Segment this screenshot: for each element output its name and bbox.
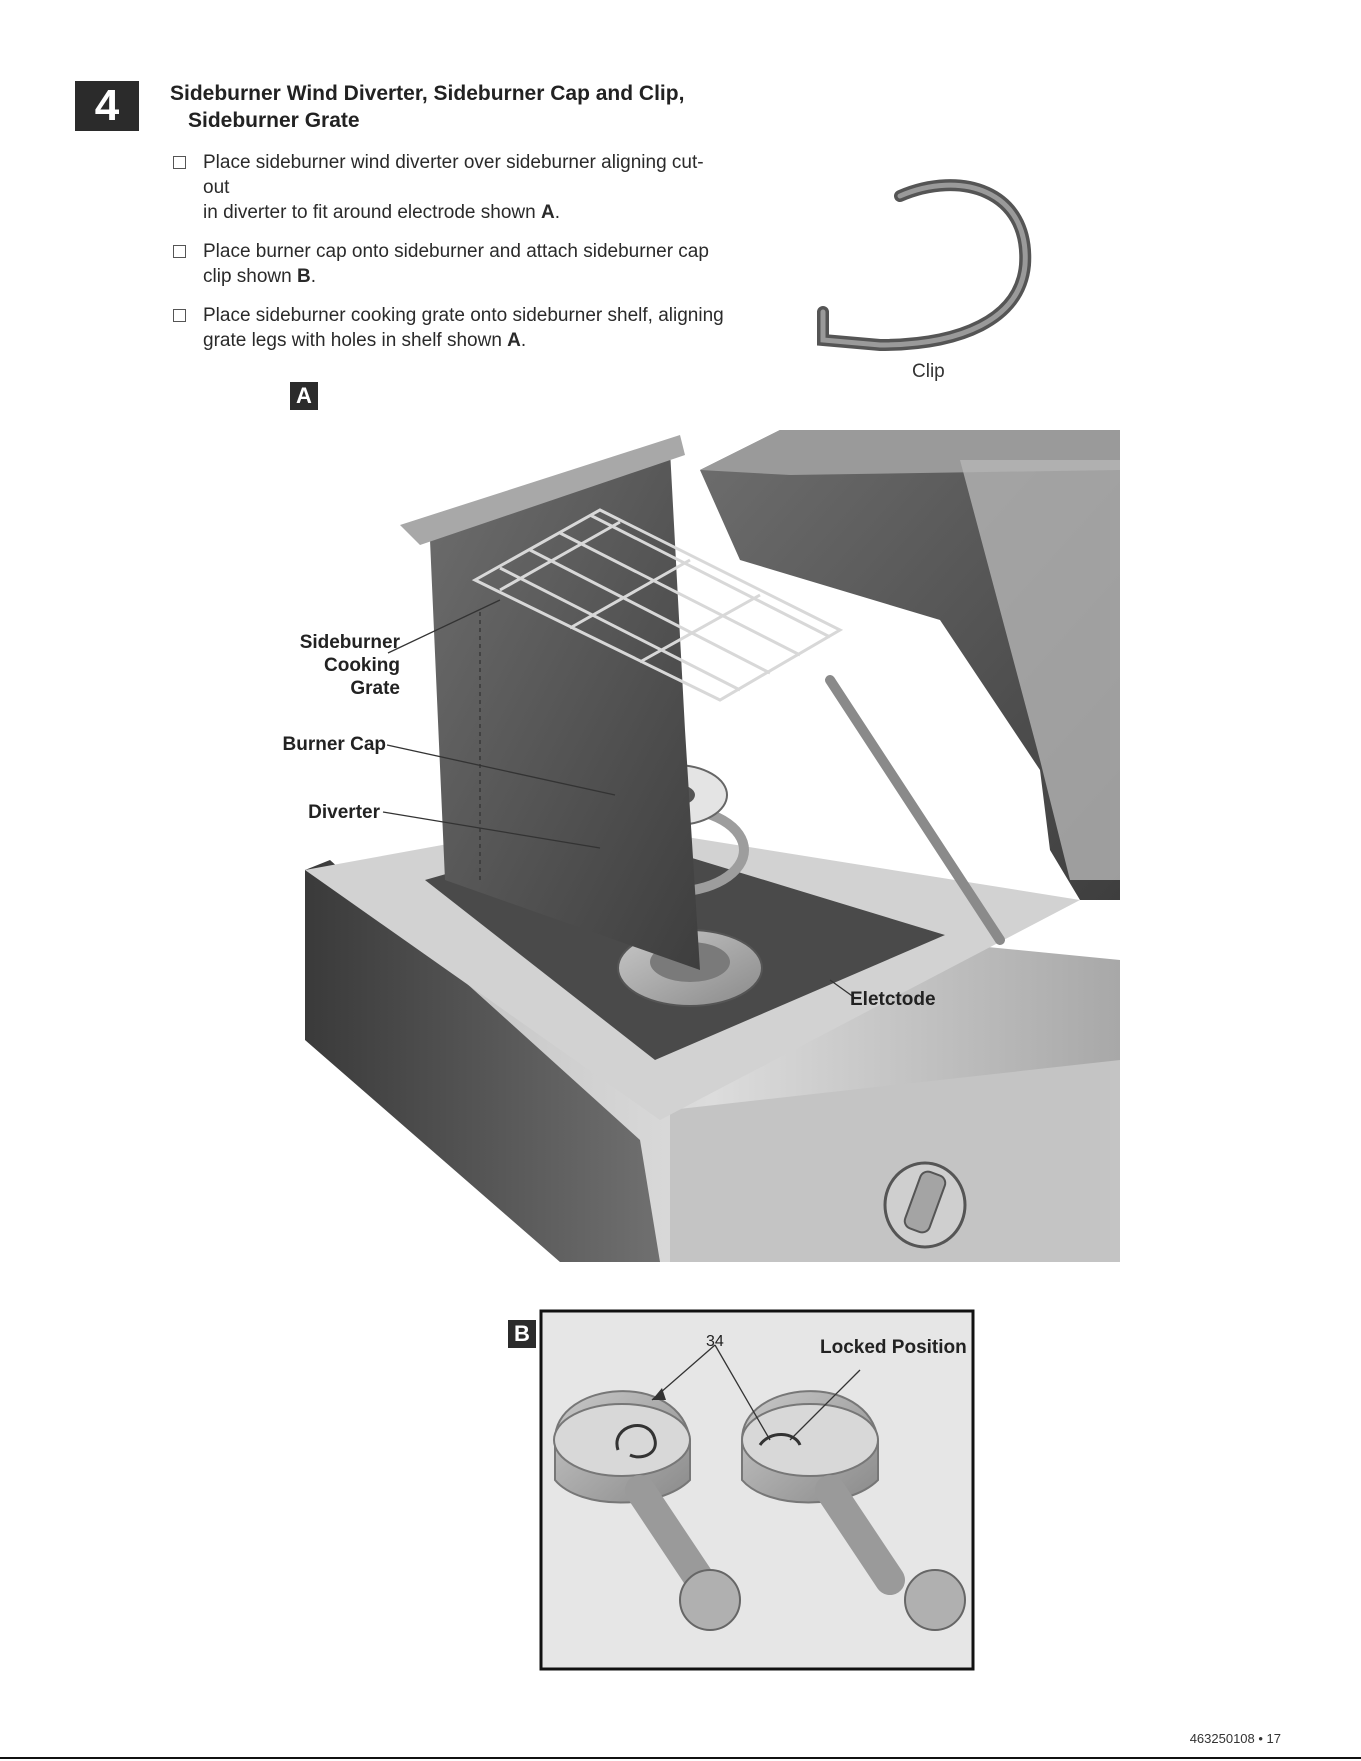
- page-reference: 463250108 • 17: [1189, 1731, 1281, 1746]
- figure-b-tag: B: [508, 1320, 536, 1348]
- locked-position-label: Locked Position: [820, 1337, 967, 1358]
- instruction-line2: in diverter to fit around electrode shown: [203, 202, 541, 223]
- instruction-line2: clip shown: [203, 266, 297, 287]
- figure-a-illustration: [305, 430, 1120, 1262]
- diverter-callout: Diverter: [308, 802, 380, 823]
- burner-cap-callout: Burner Cap: [282, 734, 386, 755]
- instruction-end: .: [554, 202, 560, 223]
- part-number-label: 34: [706, 1333, 724, 1350]
- figure-a-tag: A: [290, 382, 318, 410]
- electrode-callout: Eletctode: [850, 989, 936, 1010]
- clip-label: Clip: [912, 361, 945, 382]
- step-title-line1: Sideburner Wind Diverter, Sideburner Cap and Clip,: [170, 82, 685, 105]
- figure-ref: A: [540, 202, 555, 223]
- instruction-line1: Place sideburner wind diverter over sideburner aligning cut- out: [203, 152, 704, 198]
- instruction-line1: Place sideburner cooking grate onto sideburner shelf, aligning: [203, 305, 724, 326]
- step-title-line2: Sideburner Grate: [188, 109, 360, 132]
- grate-callout-line1: Sideburner: [299, 632, 400, 653]
- instruction-line2: grate legs with holes in shelf shown: [203, 330, 508, 351]
- instruction-line1: Place burner cap onto sideburner and attach sideburner cap: [203, 241, 709, 262]
- instruction-end: .: [520, 330, 527, 351]
- instruction-end: .: [310, 266, 317, 287]
- bottom-rule: [0, 1757, 1361, 1759]
- grate-callout-line2: Cooking Grate: [324, 655, 400, 699]
- grate-callout: [280, 631, 400, 700]
- step-number-badge: 4: [75, 81, 139, 131]
- clip-illustration: [823, 185, 1025, 345]
- figure-ref: B: [297, 266, 311, 287]
- figure-ref: A: [507, 330, 521, 351]
